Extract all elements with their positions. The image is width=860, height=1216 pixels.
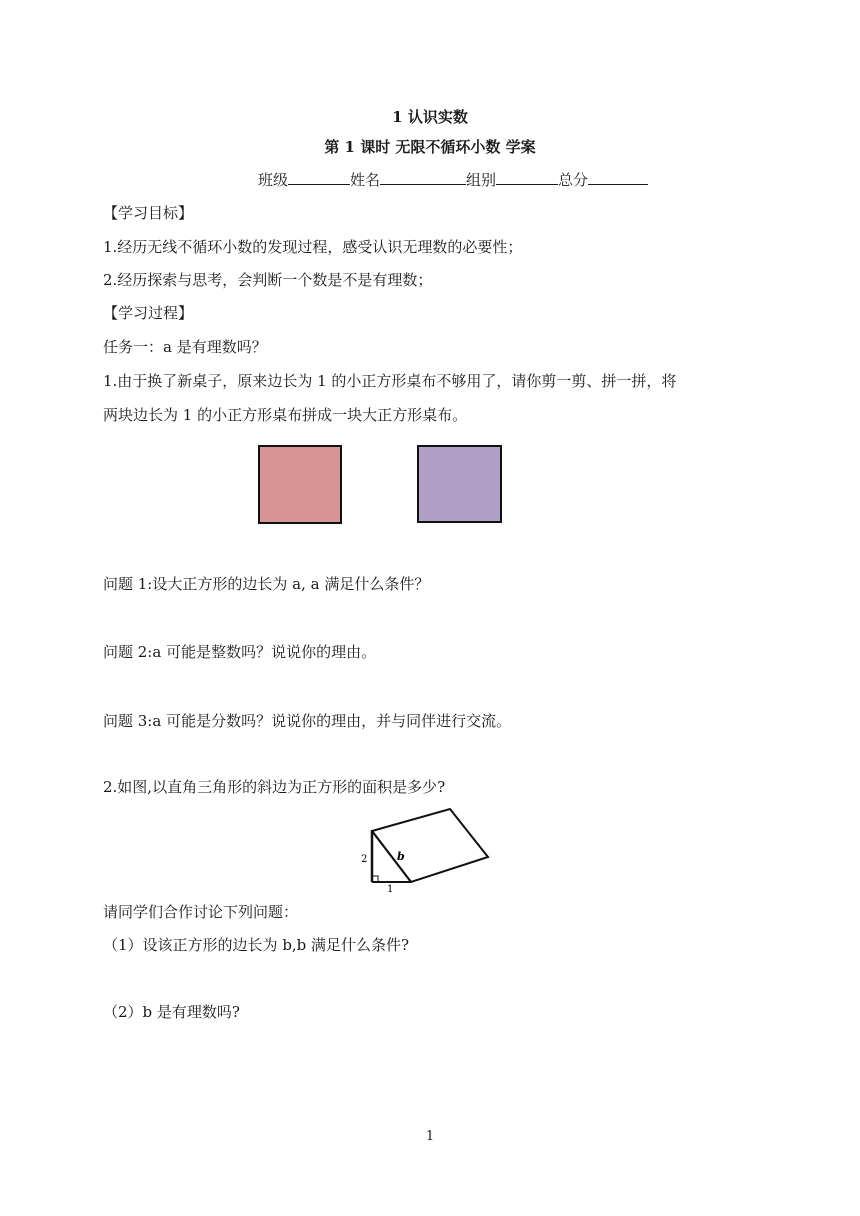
lesson-title: 1 认识实数 — [392, 108, 468, 126]
page-number: 1 — [425, 1129, 435, 1144]
question-1: 问题 1:设大正方形的边长为 a, a 满足什么条件？ — [103, 575, 430, 593]
student-info-form — [258, 170, 648, 190]
class-blank[interactable] — [288, 170, 350, 185]
question-3: 问题 3:a 可能是分数吗？说说你的理由，并与同伴进行交流。 — [103, 712, 512, 730]
task-1-heading: 任务一：a 是有理数吗？ — [103, 338, 267, 356]
objectives-heading: 【学习目标】 — [103, 204, 194, 222]
name-label: 姓名 — [350, 171, 381, 189]
hypotenuse-label: b — [397, 850, 405, 863]
small-square-left — [258, 445, 342, 524]
objective-1: 1.经历无线不循环小数的发现过程，感受认识无理数的必要性； — [103, 238, 523, 256]
lesson-subtitle: 第 1 课时 无限不循环小数 学案 — [324, 138, 536, 156]
sub-question-2: （2）b 是有理数吗? — [103, 1003, 240, 1021]
triangle-square-figure — [355, 800, 495, 895]
item-1-text-line2: 两块边长为 1 的小正方形桌布拼成一块大正方形桌布。 — [103, 406, 468, 424]
item-1-text-line1: 1.由于换了新桌子，原来边长为 1 的小正方形桌布不够用了，请你剪一剪、拼一拼，将 — [103, 372, 677, 390]
vertical-leg-label: 2 — [361, 854, 368, 865]
question-2: 问题 2:a 可能是整数吗？说说你的理由。 — [103, 643, 377, 661]
group-label: 组别 — [466, 171, 497, 189]
discussion-prompt: 请同学们合作讨论下列问题： — [103, 903, 299, 921]
score-label: 总分 — [558, 171, 589, 189]
horizontal-leg-label: 1 — [387, 884, 394, 895]
item-2-text: 2.如图,以直角三角形的斜边为正方形的面积是多少? — [103, 778, 446, 796]
group-blank[interactable] — [496, 170, 558, 185]
score-blank[interactable] — [588, 170, 648, 185]
process-heading: 【学习过程】 — [103, 304, 194, 322]
small-square-right — [417, 445, 502, 523]
hypotenuse — [372, 831, 411, 882]
class-label: 班级 — [258, 171, 289, 189]
name-blank[interactable] — [380, 170, 466, 185]
sub-question-1: （1）设该正方形的边长为 b,b 满足什么条件? — [103, 936, 410, 954]
objective-2: 2.经历探索与思考，会判断一个数是不是有理数； — [103, 271, 433, 289]
hypotenuse-square — [372, 809, 488, 882]
